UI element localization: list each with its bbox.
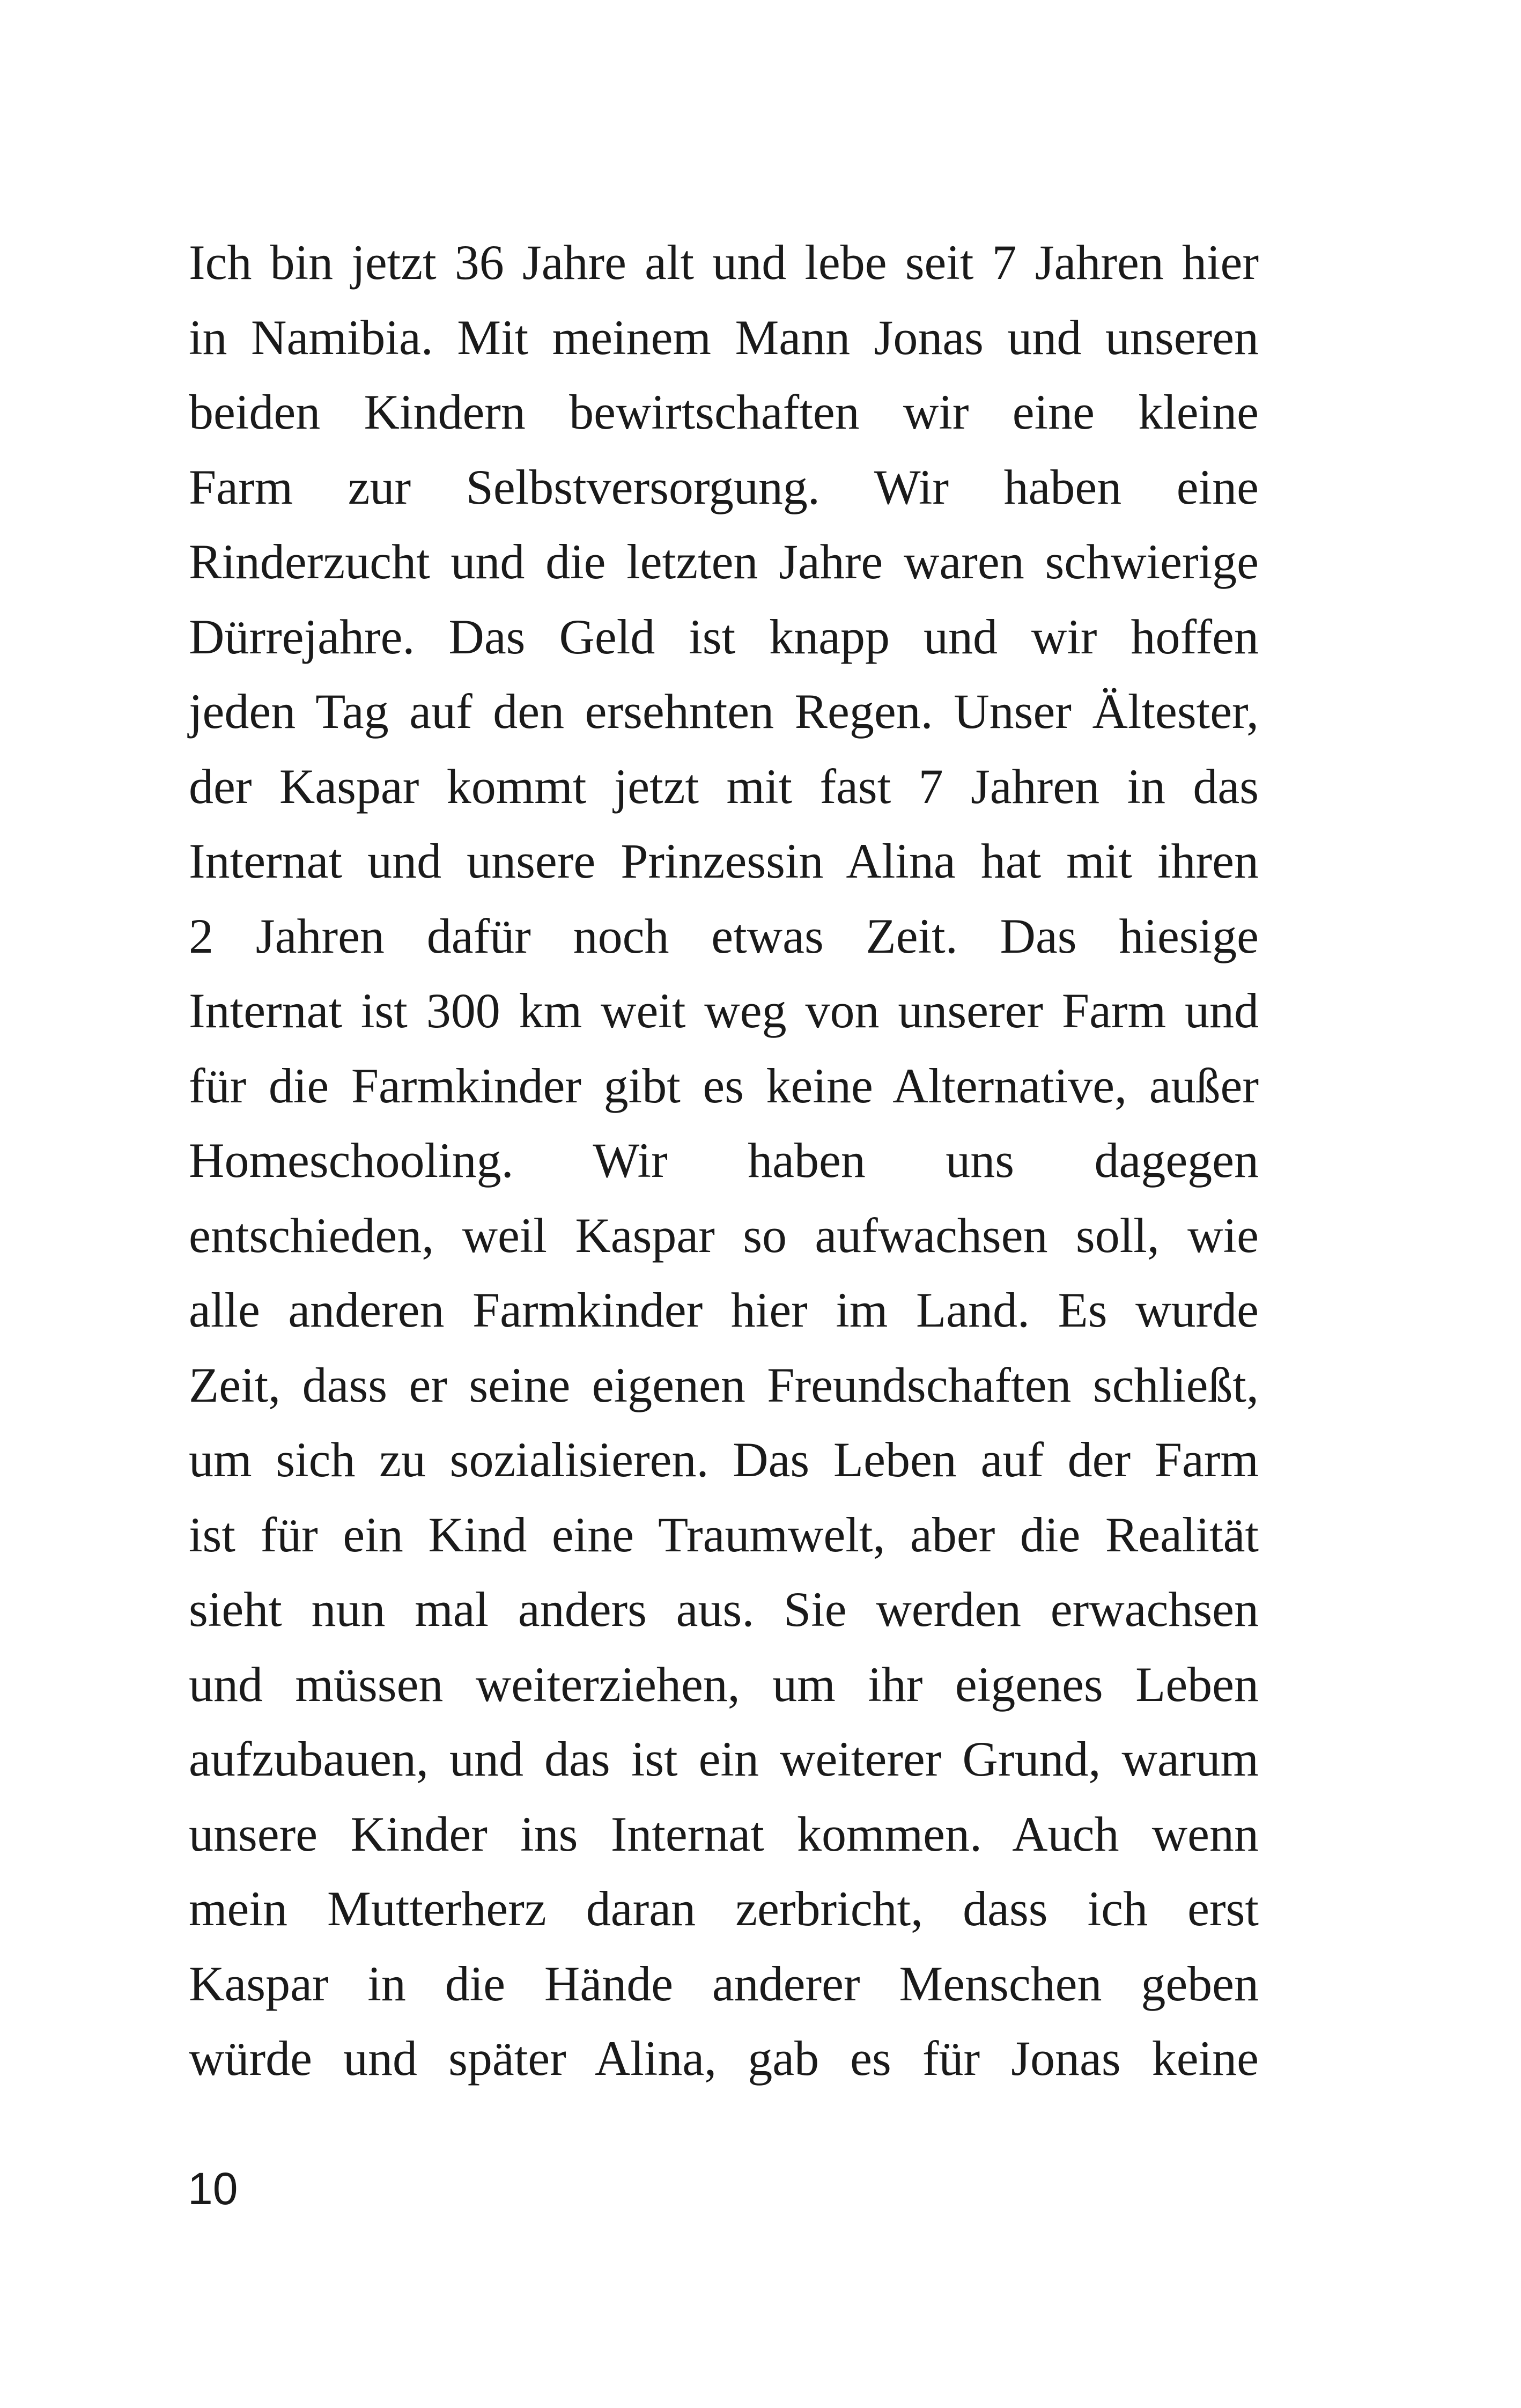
text-line: Ich bin jetzt 36 Jahre alt und lebe seit 7 Jahren hier bbox=[189, 235, 1259, 290]
text-line: Zeit, dass er seine eigenen Freundschaften schließt, bbox=[189, 1357, 1259, 1412]
text-line: für die Farmkinder gibt es keine Alternative, außer bbox=[189, 1058, 1259, 1113]
text-line: 2 Jahren dafür noch etwas Zeit. Das hiesige bbox=[189, 908, 1259, 963]
text-line: alle anderen Farmkinder hier im Land. Es wurde bbox=[189, 1283, 1259, 1337]
text-line: Farm zur Selbstversorgung. Wir haben eine bbox=[189, 459, 1259, 514]
text-line: Dürrejahre. Das Geld ist knapp und wir hoffen bbox=[189, 609, 1259, 664]
text-line: jeden Tag auf den ersehnten Regen. Unser Ältester, bbox=[189, 684, 1259, 739]
page-number: 10 bbox=[188, 2163, 238, 2214]
text-line: ist für ein Kind eine Traumwelt, aber die Realität bbox=[189, 1507, 1259, 1562]
text-line: Kaspar in die Hände anderer Menschen geben bbox=[189, 1956, 1259, 2011]
text-line: sieht nun mal anders aus. Sie werden erwachsen bbox=[189, 1582, 1259, 1637]
text-line: Homeschooling. Wir haben uns dagegen bbox=[189, 1133, 1259, 1188]
text-line: entschieden, weil Kaspar so aufwachsen soll, wie bbox=[189, 1207, 1259, 1263]
text-line: Internat und unsere Prinzessin Alina hat mit ihren bbox=[189, 834, 1259, 888]
text-line: beiden Kindern bewirtschaften wir eine kleine bbox=[189, 385, 1259, 439]
text-line: um sich zu sozialisieren. Das Leben auf der Farm bbox=[189, 1432, 1259, 1487]
text-line: würde und später Alina, gab es für Jonas keine bbox=[189, 2031, 1259, 2086]
text-line: Internat ist 300 km weit weg von unserer Farm und bbox=[189, 983, 1259, 1038]
body-paragraph bbox=[189, 225, 1259, 2096]
text-line: mein Mutterherz daran zerbricht, dass ich erst bbox=[189, 1881, 1259, 1936]
text-line: und müssen weiterziehen, um ihr eigenes Leben bbox=[189, 1656, 1259, 1712]
text-line: unsere Kinder ins Internat kommen. Auch wenn bbox=[189, 1806, 1259, 1861]
text-line: der Kaspar kommt jetzt mit fast 7 Jahren in das bbox=[189, 759, 1259, 814]
text-line: Rinderzucht und die letzten Jahre waren schwierige bbox=[189, 534, 1259, 589]
text-line: in Namibia. Mit meinem Mann Jonas und unseren bbox=[189, 310, 1259, 365]
text-line: aufzubauen, und das ist ein weiterer Grund, warum bbox=[189, 1732, 1259, 1786]
